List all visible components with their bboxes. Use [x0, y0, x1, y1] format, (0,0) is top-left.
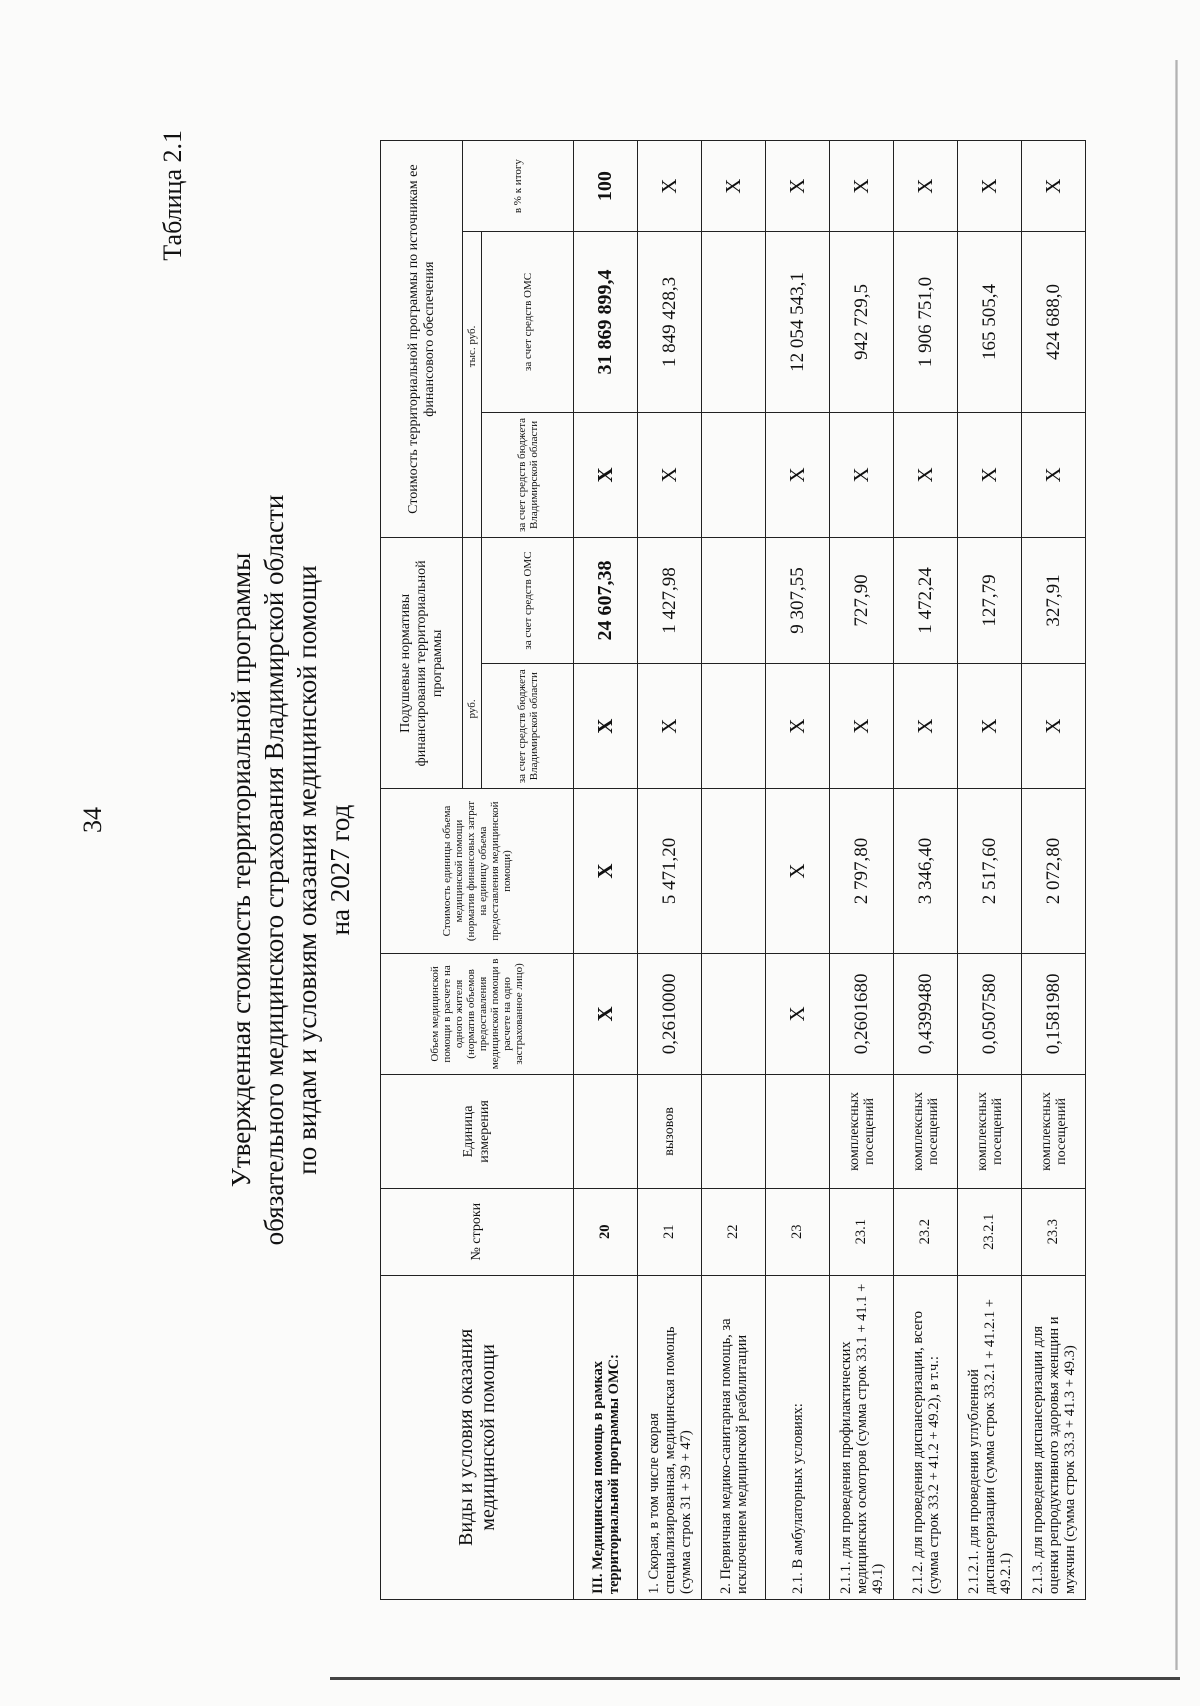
table-row: [574, 141, 638, 1600]
row-cost-budget: X: [766, 412, 830, 538]
header-cost-budget: за счет средств бюджета Владимирской области: [482, 412, 574, 538]
row-name: 2.1. В амбулаторных условиях:: [766, 1275, 830, 1599]
row-pc-oms: 1 472,24: [894, 538, 958, 664]
row-volume: X: [766, 953, 830, 1075]
row-cost-oms: 1 849 428,3: [638, 232, 702, 412]
row-cost-oms: 12 054 543,1: [766, 232, 830, 412]
row-pc-budget: X: [574, 663, 638, 789]
row-volume: 0,1581980: [1022, 953, 1086, 1075]
row-pc-oms: 24 607,38: [574, 538, 638, 664]
row-unit: комплексных посещений: [894, 1075, 958, 1188]
header-unit: Единица измерения: [381, 1075, 574, 1188]
header-unit-cost: Стоимость единицы объема медицинской помощи (норматив финансовых затрат на единицу объема предоставления медицинской помощи): [381, 789, 574, 953]
row-volume: 0,4399480: [894, 953, 958, 1075]
row-name: 1. Скорая, в том числе скорая специализированная, медицинская помощь (сумма строк 31 + 39 + 47): [638, 1275, 702, 1599]
row-unit-cost: X: [766, 789, 830, 953]
row-name: 2.1.3. для проведения диспансеризации для оценки репродуктивного здоровья женщин и мужчин (сумма строк 33.3 + 41.3 + 49.3): [1022, 1275, 1086, 1599]
row-cost-budget: [702, 412, 766, 538]
row-unit: комплексных посещений: [1022, 1075, 1086, 1188]
row-unit: вызовов: [638, 1075, 702, 1188]
table-row: [766, 141, 830, 1600]
row-volume: 0,0507580: [958, 953, 1022, 1075]
header-pc-oms: за счет средств ОМС: [482, 538, 574, 664]
header-unit-thousand-rub: тыс. руб.: [463, 232, 482, 538]
document-title: [225, 380, 357, 1360]
rotated-page: [40, 90, 1160, 1650]
header-program-cost: Стоимость территориальной программы по источникам ее финансового обеспечения: [381, 141, 463, 538]
header-cost-oms: за счет средств ОМС: [482, 232, 574, 412]
row-unit-cost: 3 346,40: [894, 789, 958, 953]
row-code: 23.1: [830, 1188, 894, 1275]
scan-edge-right: [1175, 60, 1178, 1670]
table-row: [894, 141, 958, 1600]
row-volume: X: [574, 953, 638, 1075]
row-name: III. Медицинская помощь в рамках территориальной программы ОМС:: [574, 1275, 638, 1599]
row-cost-oms: 424 688,0: [1022, 232, 1086, 412]
row-cost-budget: X: [830, 412, 894, 538]
row-code: 23.2: [894, 1188, 958, 1275]
row-unit: [574, 1075, 638, 1188]
row-cost-budget: X: [574, 412, 638, 538]
row-percent: X: [958, 141, 1022, 232]
row-unit-cost: X: [574, 789, 638, 953]
row-cost-budget: X: [1022, 412, 1086, 538]
row-name: 2.1.2. для проведения диспансеризации, всего (сумма строк 33.2 + 41.2 + 49.2), в т.ч.:: [894, 1275, 958, 1599]
row-code: 20: [574, 1188, 638, 1275]
row-unit: [702, 1075, 766, 1188]
row-unit-cost: 5 471,20: [638, 789, 702, 953]
row-percent: X: [702, 141, 766, 232]
row-pc-oms: 327,91: [1022, 538, 1086, 664]
header-volume: Объем медицинской помощи в расчете на одного жителя (норматив объемов предоставления медицинской помощи в расчете на одно застрахованное лицо): [381, 953, 574, 1075]
header-percent: в % к итогу: [463, 141, 574, 232]
row-pc-oms: 1 427,98: [638, 538, 702, 664]
row-code: 21: [638, 1188, 702, 1275]
row-pc-budget: X: [1022, 663, 1086, 789]
header-type: Виды и условия оказания медицинской помощи: [381, 1275, 574, 1599]
row-pc-budget: X: [638, 663, 702, 789]
row-unit: комплексных посещений: [830, 1075, 894, 1188]
table-row: [1022, 141, 1086, 1600]
header-unit-rub: руб.: [463, 538, 482, 789]
header-row-no: № строки: [381, 1188, 574, 1275]
table-label: Таблица 2.1: [158, 130, 187, 261]
table-row: [958, 141, 1022, 1600]
row-code: 22: [702, 1188, 766, 1275]
row-percent: 100: [574, 141, 638, 232]
row-code: 23.3: [1022, 1188, 1086, 1275]
row-percent: X: [638, 141, 702, 232]
row-unit-cost: 2 072,80: [1022, 789, 1086, 953]
row-unit-cost: [702, 789, 766, 953]
table-row: [830, 141, 894, 1600]
row-code: 23.2.1: [958, 1188, 1022, 1275]
row-name: 2.1.2.1. для проведения углубленной диспансеризации (сумма строк 33.2.1 + 41.2.1 + 49.2.1): [958, 1275, 1022, 1599]
row-percent: X: [830, 141, 894, 232]
cost-table: [380, 140, 1086, 1600]
row-cost-oms: 1 906 751,0: [894, 232, 958, 412]
header-per-capita: Подушевые нормативы финансирования территориальной программы: [381, 538, 463, 789]
row-cost-budget: X: [958, 412, 1022, 538]
row-name: 2. Первичная медико-санитарная помощь, за исключением медицинской реабилитации: [702, 1275, 766, 1599]
row-cost-oms: [702, 232, 766, 412]
title-line: обязательного медицинского страхования Владимирской области: [259, 494, 289, 1246]
row-pc-budget: X: [766, 663, 830, 789]
row-pc-budget: X: [830, 663, 894, 789]
row-pc-oms: [702, 538, 766, 664]
row-percent: X: [894, 141, 958, 232]
row-volume: 0,2601680: [830, 953, 894, 1075]
row-name: 2.1.1. для проведения профилактических медицинских осмотров (сумма строк 33.1 + 41.1 + 49.1): [830, 1275, 894, 1599]
table-row: [702, 141, 766, 1600]
row-pc-budget: X: [894, 663, 958, 789]
row-pc-oms: 9 307,55: [766, 538, 830, 664]
header-pc-budget: за счет средств бюджета Владимирской области: [482, 663, 574, 789]
row-unit: [766, 1075, 830, 1188]
row-unit-cost: 2 517,60: [958, 789, 1022, 953]
row-pc-budget: [702, 663, 766, 789]
row-cost-budget: X: [894, 412, 958, 538]
row-cost-oms: 942 729,5: [830, 232, 894, 412]
row-unit: комплексных посещений: [958, 1075, 1022, 1188]
row-volume: [702, 953, 766, 1075]
row-code: 23: [766, 1188, 830, 1275]
table-row: [638, 141, 702, 1600]
row-cost-oms: 31 869 899,4: [574, 232, 638, 412]
row-pc-oms: 127,79: [958, 538, 1022, 664]
title-line: по видам и условиям оказания медицинской помощи: [292, 565, 322, 1175]
page-number: 34: [78, 807, 107, 833]
row-pc-oms: 727,90: [830, 538, 894, 664]
title-line: Утвержденная стоимость территориальной программы: [226, 552, 256, 1188]
row-percent: X: [1022, 141, 1086, 232]
row-pc-budget: X: [958, 663, 1022, 789]
row-volume: 0,2610000: [638, 953, 702, 1075]
row-cost-budget: X: [638, 412, 702, 538]
title-line: на 2027 год: [325, 804, 355, 936]
row-unit-cost: 2 797,80: [830, 789, 894, 953]
row-percent: X: [766, 141, 830, 232]
scan-edge-bottom: [330, 1677, 1180, 1680]
row-cost-oms: 165 505,4: [958, 232, 1022, 412]
